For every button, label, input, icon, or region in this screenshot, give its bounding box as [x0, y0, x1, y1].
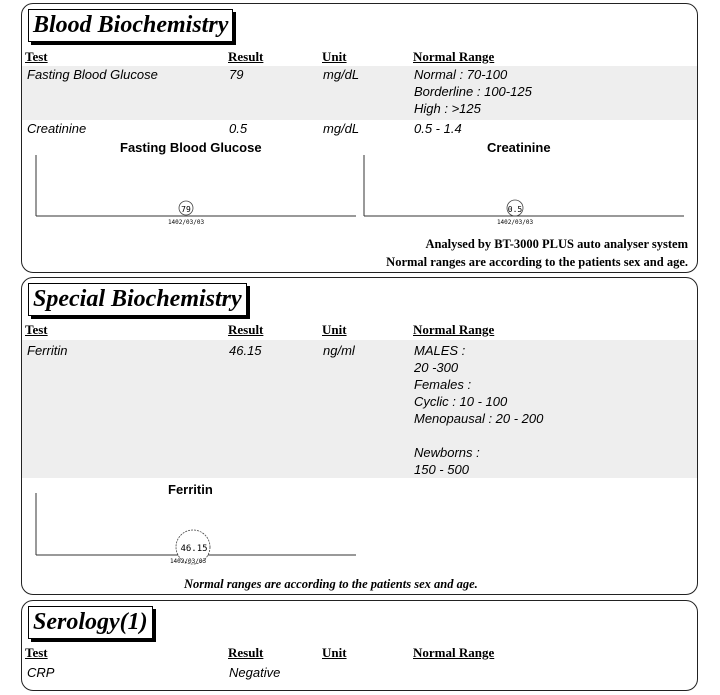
col-header-unit: Unit	[322, 645, 347, 660]
normal-range-line: Newborns :	[414, 445, 480, 460]
unit-value: mg/dL	[323, 121, 360, 136]
chart-title: Creatinine	[487, 140, 551, 155]
col-header-unit: Unit	[322, 322, 347, 337]
tick-label: 1402/03/03	[167, 219, 205, 226]
col-header-range: Normal Range	[413, 322, 495, 337]
data-label: 0.5	[507, 205, 523, 214]
normal-range-line: High : >125	[414, 101, 481, 116]
row-shade	[22, 340, 697, 478]
col-header-result: Result	[228, 645, 264, 660]
serology-panel	[21, 600, 698, 691]
glucose-trend-chart	[36, 155, 356, 230]
col-header-range: Normal Range	[413, 645, 495, 660]
section-title: Serology(1)	[28, 606, 153, 639]
normal-range-line: 150 - 500	[414, 462, 469, 477]
normal-range-note: Normal ranges are according to the patients sex and age.	[184, 577, 478, 591]
normal-range-line: Menopausal : 20 - 200	[414, 411, 544, 426]
blood-biochemistry-panel	[21, 3, 698, 273]
test-name: Creatinine	[27, 121, 87, 136]
chart-title: Fasting Blood Glucose	[120, 140, 262, 155]
test-name: Ferritin	[27, 343, 68, 358]
col-header-unit: Unit	[322, 49, 347, 64]
analyser-note: Analysed by BT-3000 PLUS auto analyser system	[425, 237, 688, 251]
data-label: 79	[181, 205, 191, 214]
normal-range-line: 0.5 - 1.4	[414, 121, 462, 136]
test-name: CRP	[27, 665, 55, 680]
col-header-test: Test	[25, 322, 48, 337]
unit-value: mg/dL	[323, 67, 360, 82]
special-biochemistry-panel	[21, 277, 698, 595]
normal-range-note: Normal ranges are according to the patients sex and age.	[386, 255, 688, 269]
col-header-range: Normal Range	[413, 49, 495, 64]
normal-range-line: 20 -300	[414, 360, 459, 375]
normal-range-line: Borderline : 100-125	[414, 84, 532, 99]
section-title: Special Biochemistry	[28, 283, 247, 316]
unit-value: ng/ml	[323, 343, 355, 358]
normal-range-line: Females :	[414, 377, 472, 392]
col-header-result: Result	[228, 49, 264, 64]
normal-range-line: MALES :	[414, 343, 466, 358]
ferritin-trend-chart	[36, 493, 356, 568]
normal-range-line: Cyclic : 10 - 100	[414, 394, 508, 409]
col-header-test: Test	[25, 645, 48, 660]
section-title: Blood Biochemistry	[28, 9, 233, 42]
tick-label: 1402/03/03	[496, 219, 534, 226]
test-name: Fasting Blood Glucose	[27, 67, 158, 82]
result-value: 46.15	[229, 343, 262, 358]
chart-title: Ferritin	[168, 482, 213, 497]
creatinine-trend-chart	[364, 155, 684, 230]
data-label: 46.15	[180, 544, 208, 554]
tick-label: 1402/03/03	[169, 558, 207, 565]
result-value: Negative	[229, 665, 281, 680]
result-value: 0.5	[229, 121, 248, 136]
result-value: 79	[229, 67, 244, 82]
col-header-test: Test	[25, 49, 48, 64]
normal-range-line: Normal : 70-100	[414, 67, 508, 82]
col-header-result: Result	[228, 322, 264, 337]
